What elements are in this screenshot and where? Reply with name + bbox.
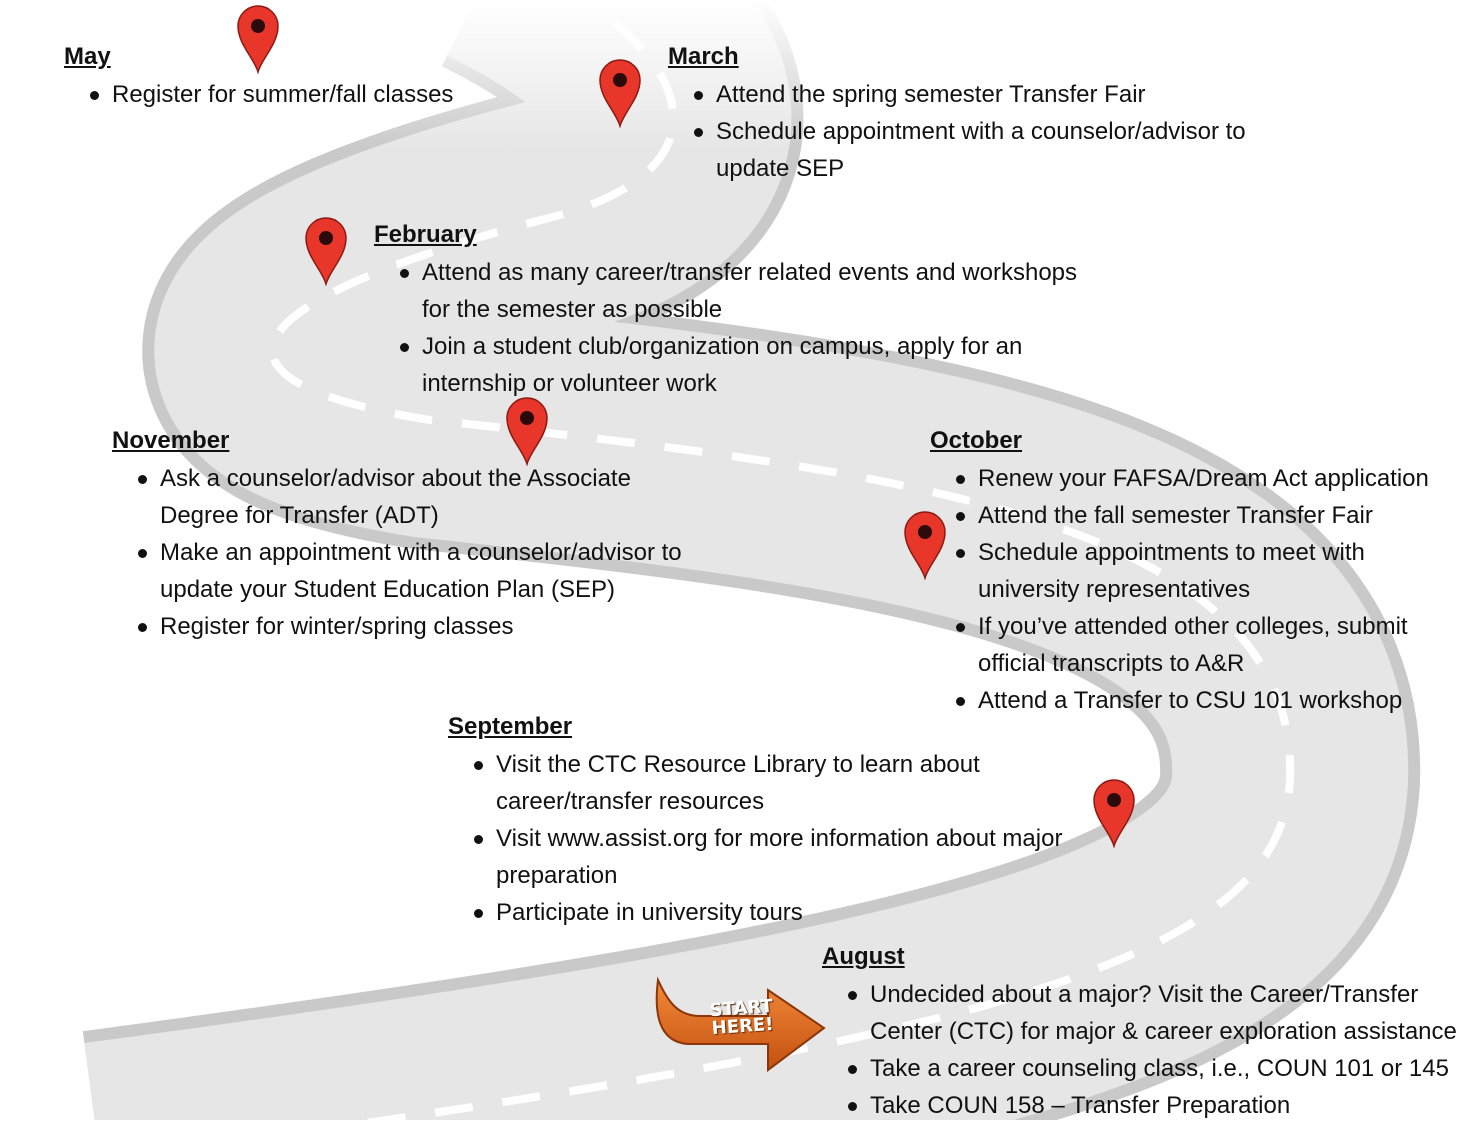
month-september (448, 712, 1088, 931)
list-item: Schedule appointment with a counselor/advisor to update SEP (692, 113, 1252, 187)
list-item: If you’ve attended other colleges, submit official transcripts to A&R (954, 608, 1448, 682)
month-title: September (448, 713, 573, 740)
list-item: Visit www.assist.org for more information about major preparation (472, 820, 1072, 894)
map-pin-icon (598, 58, 642, 128)
list-item: Schedule appointments to meet with university representatives (954, 534, 1398, 608)
month-title: August (822, 943, 905, 970)
list-item: Attend the fall semester Transfer Fair (954, 497, 1468, 534)
month-march (668, 42, 1288, 187)
list-item: Attend as many career/transfer related events and workshops for the semester as possible (398, 254, 1088, 328)
month-title: October (930, 427, 1023, 454)
list-item: Attend a Transfer to CSU 101 workshop (954, 682, 1468, 719)
month-title: February (374, 221, 477, 248)
map-pin-icon (304, 216, 348, 286)
list-item: Participate in university tours (472, 894, 1072, 931)
month-title: March (668, 43, 739, 70)
list-item: Attend the spring semester Transfer Fair (692, 76, 1252, 113)
start-here-label (701, 997, 783, 1038)
list-item: Visit the CTC Resource Library to learn about career/transfer resources (472, 746, 1016, 820)
month-title: November (112, 427, 230, 454)
list-item: Renew your FAFSA/Dream Act application (954, 460, 1468, 497)
month-may (64, 42, 484, 113)
list-item: Register for summer/fall classes (88, 76, 484, 113)
list-item: Take COUN 158 – Transfer Preparation (846, 1087, 1476, 1124)
month-november (112, 426, 732, 645)
list-item: Register for winter/spring classes (136, 608, 696, 645)
month-october (930, 426, 1470, 719)
list-item: Make an appointment with a counselor/advisor to update your Student Education Plan (SEP) (136, 534, 696, 608)
list-item: Undecided about a major? Visit the Career/Transfer Center (CTC) for major & career exploration assistance (846, 976, 1466, 1050)
list-item: Join a student club/organization on campus, apply for an internship or volunteer work (398, 328, 1062, 402)
map-pin-icon (1092, 778, 1136, 848)
list-item: Take a career counseling class, i.e., COUN 101 or 145 (846, 1050, 1476, 1087)
here-text: HERE! (711, 1013, 775, 1040)
month-title: May (64, 43, 111, 70)
month-august (822, 942, 1472, 1124)
month-february (374, 220, 1114, 402)
start-text: START (709, 995, 774, 1022)
list-item: Ask a counselor/advisor about the Associate Degree for Transfer (ADT) (136, 460, 660, 534)
